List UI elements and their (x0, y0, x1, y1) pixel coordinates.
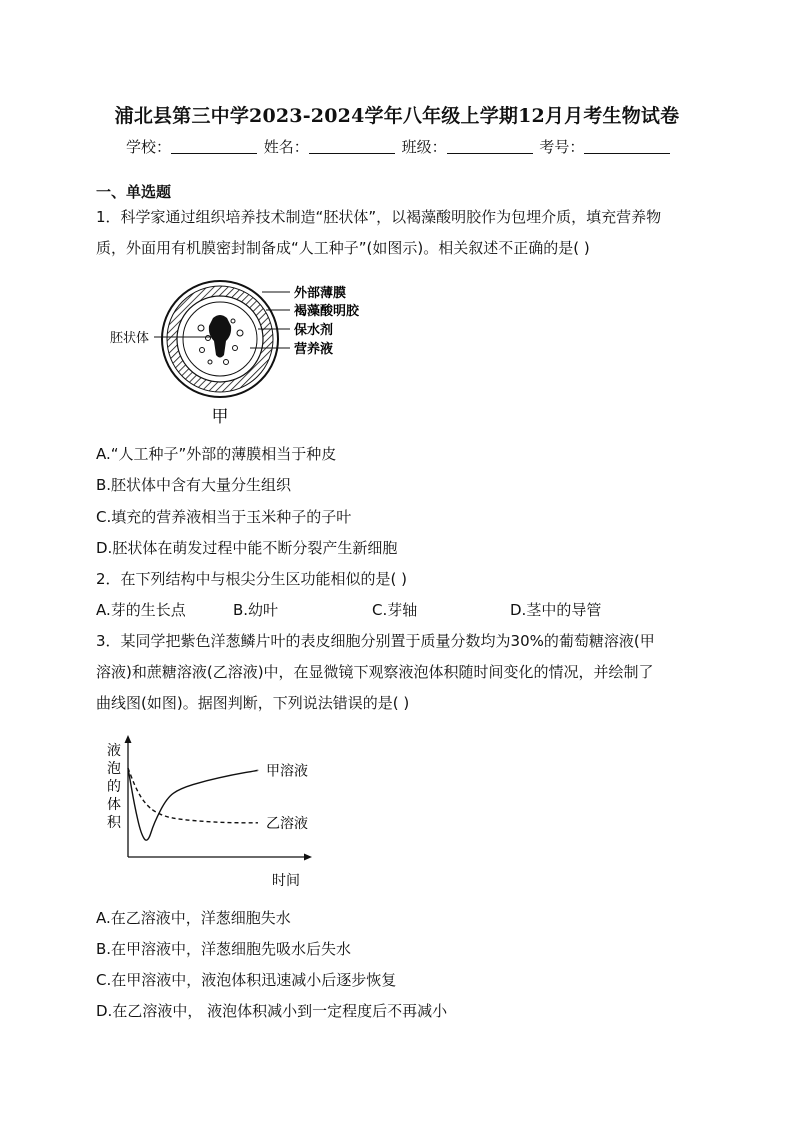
y-axis-label (107, 742, 122, 831)
x-axis-arrow (304, 854, 312, 861)
name-blank[interactable] (309, 139, 395, 154)
bubble-dot (237, 330, 243, 336)
q3-option-b[interactable]: B.在甲溶液中，洋葱细胞先吸水后失水 (96, 940, 352, 958)
q3-option-c[interactable]: C.在甲溶液中，液泡体积迅速减小后逐步恢复 (96, 971, 397, 989)
y-axis-arrow (125, 735, 132, 743)
q2-option-d[interactable]: D.茎中的导管 (510, 601, 602, 619)
class-blank[interactable] (447, 139, 533, 154)
figure-caption: 甲 (211, 407, 229, 427)
bubble-dot (233, 346, 238, 351)
q1-stem-line1: 1．科学家通过组织培养技术制造“胚状体”，以褐藻酸明胶作为包埋介质，填充营养物 (96, 208, 662, 226)
y-axis-label-char: 的 (107, 779, 121, 795)
q1-option-d[interactable]: D.胚状体在萌发过程中能不断分裂产生新细胞 (96, 539, 398, 557)
y-axis-label-char: 积 (107, 815, 121, 831)
q1-option-c[interactable]: C.填充的营养液相当于玉米种子的子叶 (96, 508, 352, 526)
q2-option-b[interactable]: B.幼叶 (233, 601, 279, 619)
q3-option-d[interactable]: D.在乙溶液中， 液泡体积减小到一定程度后不再减小 (96, 1002, 448, 1020)
student-info-row (126, 136, 672, 157)
label-water-retention: 保水剂 (294, 323, 334, 338)
school-label: 学校： (126, 138, 172, 156)
y-axis-label-char: 体 (107, 797, 121, 813)
q3-stem-line1: 3．某同学把紫色洋葱鳞片叶的表皮细胞分别置于质量分数均为30%的葡萄糖溶液(甲 (96, 632, 655, 650)
name-label: 姓名： (263, 138, 309, 156)
bubble-dot (206, 336, 211, 341)
number-blank[interactable] (584, 139, 670, 154)
bubble-dot (200, 348, 205, 353)
q2-option-c[interactable]: C.芽轴 (372, 601, 418, 619)
y-axis-label-char: 液 (107, 743, 121, 759)
q2-option-a[interactable]: A.芽的生长点 (96, 601, 186, 619)
y-axis-label-char: 泡 (107, 761, 121, 777)
q1-option-b[interactable]: B.胚状体中含有大量分生组织 (96, 476, 292, 494)
number-label: 考号： (539, 138, 585, 156)
q1-option-a[interactable]: A.“人工种子”外部的薄膜相当于种皮 (96, 445, 337, 463)
artificial-seed-figure (100, 266, 390, 438)
series-line-jia (128, 768, 258, 840)
series-label-yi: 乙溶液 (266, 815, 308, 832)
bubble-dot (208, 360, 212, 364)
bubble-dot (224, 360, 229, 365)
bubble-dot (198, 325, 204, 331)
x-axis-label: 时间 (272, 873, 300, 889)
vacuole-volume-chart (100, 735, 340, 890)
label-outer-membrane: 外部薄膜 (294, 286, 347, 301)
label-nutrient-solution: 营养液 (294, 342, 334, 357)
series-label-jia: 甲溶液 (266, 763, 308, 780)
q3-stem-line3: 曲线图(如图)。据图判断，下列说法错误的是( ) (96, 694, 410, 712)
label-embryoid: 胚状体 (110, 331, 150, 346)
q2-stem: 2．在下列结构中与根尖分生区功能相似的是( ) (96, 570, 408, 588)
school-blank[interactable] (171, 139, 257, 154)
q3-stem-line2: 溶液)和蔗糖溶液(乙溶液)中，在显微镜下观察液泡体积随时间变化的情况，并绘制了 (96, 663, 654, 681)
exam-title: 浦北县第三中学2023-2024学年八年级上学期12月月考生物试卷 (114, 105, 680, 127)
q3-option-a[interactable]: A.在乙溶液中，洋葱细胞失水 (96, 909, 291, 927)
series-group (128, 762, 308, 840)
class-label: 班级： (401, 138, 447, 156)
q1-stem-line2: 质，外面用有机膜密封制备成“人工种子”(如图示)。相关叙述不正确的是( ) (96, 239, 590, 257)
section-heading: 一、单选题 (96, 183, 172, 201)
series-line-yi (128, 768, 258, 823)
label-alginate-gel: 褐藻酸明胶 (294, 304, 360, 319)
bubble-dot (231, 319, 235, 323)
